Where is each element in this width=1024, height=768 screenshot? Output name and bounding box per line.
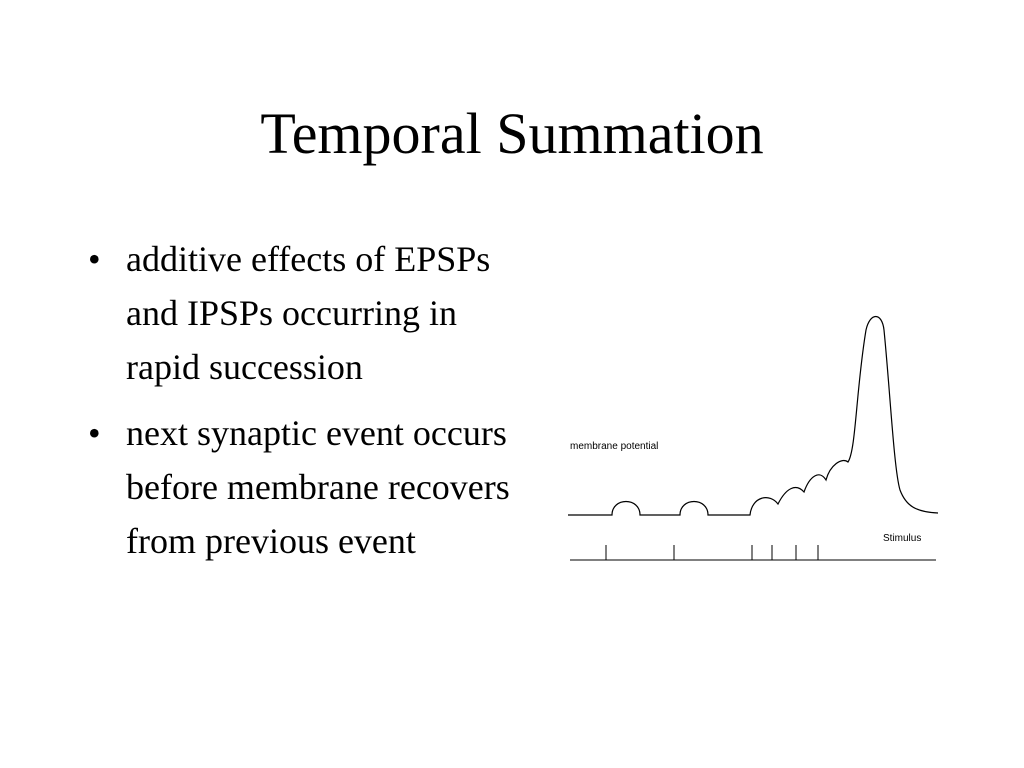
bullet-icon: • bbox=[88, 413, 101, 453]
membrane-potential-label: membrane potential bbox=[570, 441, 659, 452]
bullet-text: additive effects of EPSPs and IPSPs occurring in rapid succession bbox=[126, 239, 491, 387]
slide-title: Temporal Summation bbox=[260, 101, 764, 166]
bullet-list bbox=[86, 232, 516, 580]
temporal-summation-diagram bbox=[560, 310, 950, 570]
membrane-potential-trace bbox=[568, 317, 938, 516]
bullet-icon: • bbox=[88, 239, 101, 279]
bullet-text: next synaptic event occurs before membrane recovers from previous event bbox=[126, 413, 510, 561]
bullet-item bbox=[86, 232, 516, 394]
stimulus-label: Stimulus bbox=[883, 533, 922, 544]
bullet-item bbox=[86, 406, 516, 568]
